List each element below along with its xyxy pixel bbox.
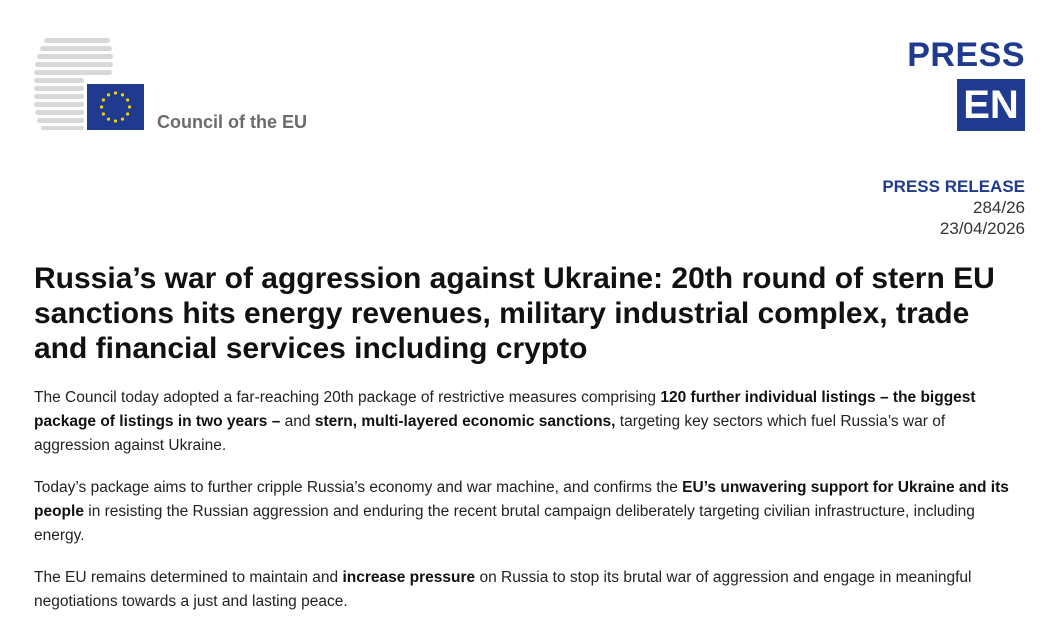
text-span: The EU remains determined to maintain and — [34, 569, 343, 586]
org-name: Council of the EU — [157, 112, 307, 132]
eu-star-icon — [100, 105, 103, 108]
text-span: The Council today adopted a far-reaching 20th package of restrictive measures comprising — [34, 389, 661, 406]
text-span: and — [280, 413, 315, 430]
eu-star-icon — [102, 98, 105, 101]
eu-star-icon — [128, 105, 131, 108]
bold-span: 120 further individual listings – the biggest package of listings in two years – — [34, 389, 976, 430]
press-badge — [905, 36, 1025, 127]
eu-star-icon — [114, 119, 117, 122]
release-number: 284/26 — [973, 198, 1025, 217]
eu-star-icon — [107, 93, 110, 96]
bold-span: EU’s unwavering support for Ukraine and its people — [34, 479, 1009, 520]
council-logo-icon — [34, 38, 144, 130]
language-badge[interactable]: EN — [957, 79, 1025, 131]
page-title: Russia’s war of aggression against Ukraine: 20th round of stern EU sanctions hits energy revenues, military industrial complex, trade and financial services including crypto — [34, 262, 995, 365]
release-meta — [882, 176, 1025, 239]
eu-star-icon — [107, 118, 110, 121]
body-paragraph-2 — [34, 476, 1024, 548]
body-paragraph-3 — [34, 566, 1024, 614]
text-span: on Russia to stop its brutal war of aggression and engage in meaningful negotiations towards a just and lasting peace. — [34, 569, 972, 610]
release-type: PRESS RELEASE — [882, 177, 1025, 196]
bold-span: stern, multi-layered economic sanctions, — [314, 413, 616, 430]
eu-star-icon — [114, 91, 117, 94]
eu-star-icon — [126, 112, 129, 115]
eu-star-icon — [121, 93, 124, 96]
text-span: Today’s package aims to further cripple Russia’s economy and war machine, and confirms the — [34, 479, 683, 496]
eu-star-icon — [121, 118, 124, 121]
eu-star-icon — [102, 112, 105, 115]
bold-span: increase pressure — [342, 569, 476, 586]
text-span: targeting key sectors which fuel Russia’s war of aggression against Ukraine. — [34, 413, 946, 454]
press-label: PRESS — [907, 36, 1025, 74]
release-date: 23/04/2026 — [939, 219, 1025, 238]
text-span: in resisting the Russian aggression and enduring the recent brutal campaign deliberately targeting civilian infrastructure, including energy. — [34, 503, 975, 544]
eu-star-icon — [126, 98, 129, 101]
body-paragraph-1 — [34, 386, 1024, 458]
